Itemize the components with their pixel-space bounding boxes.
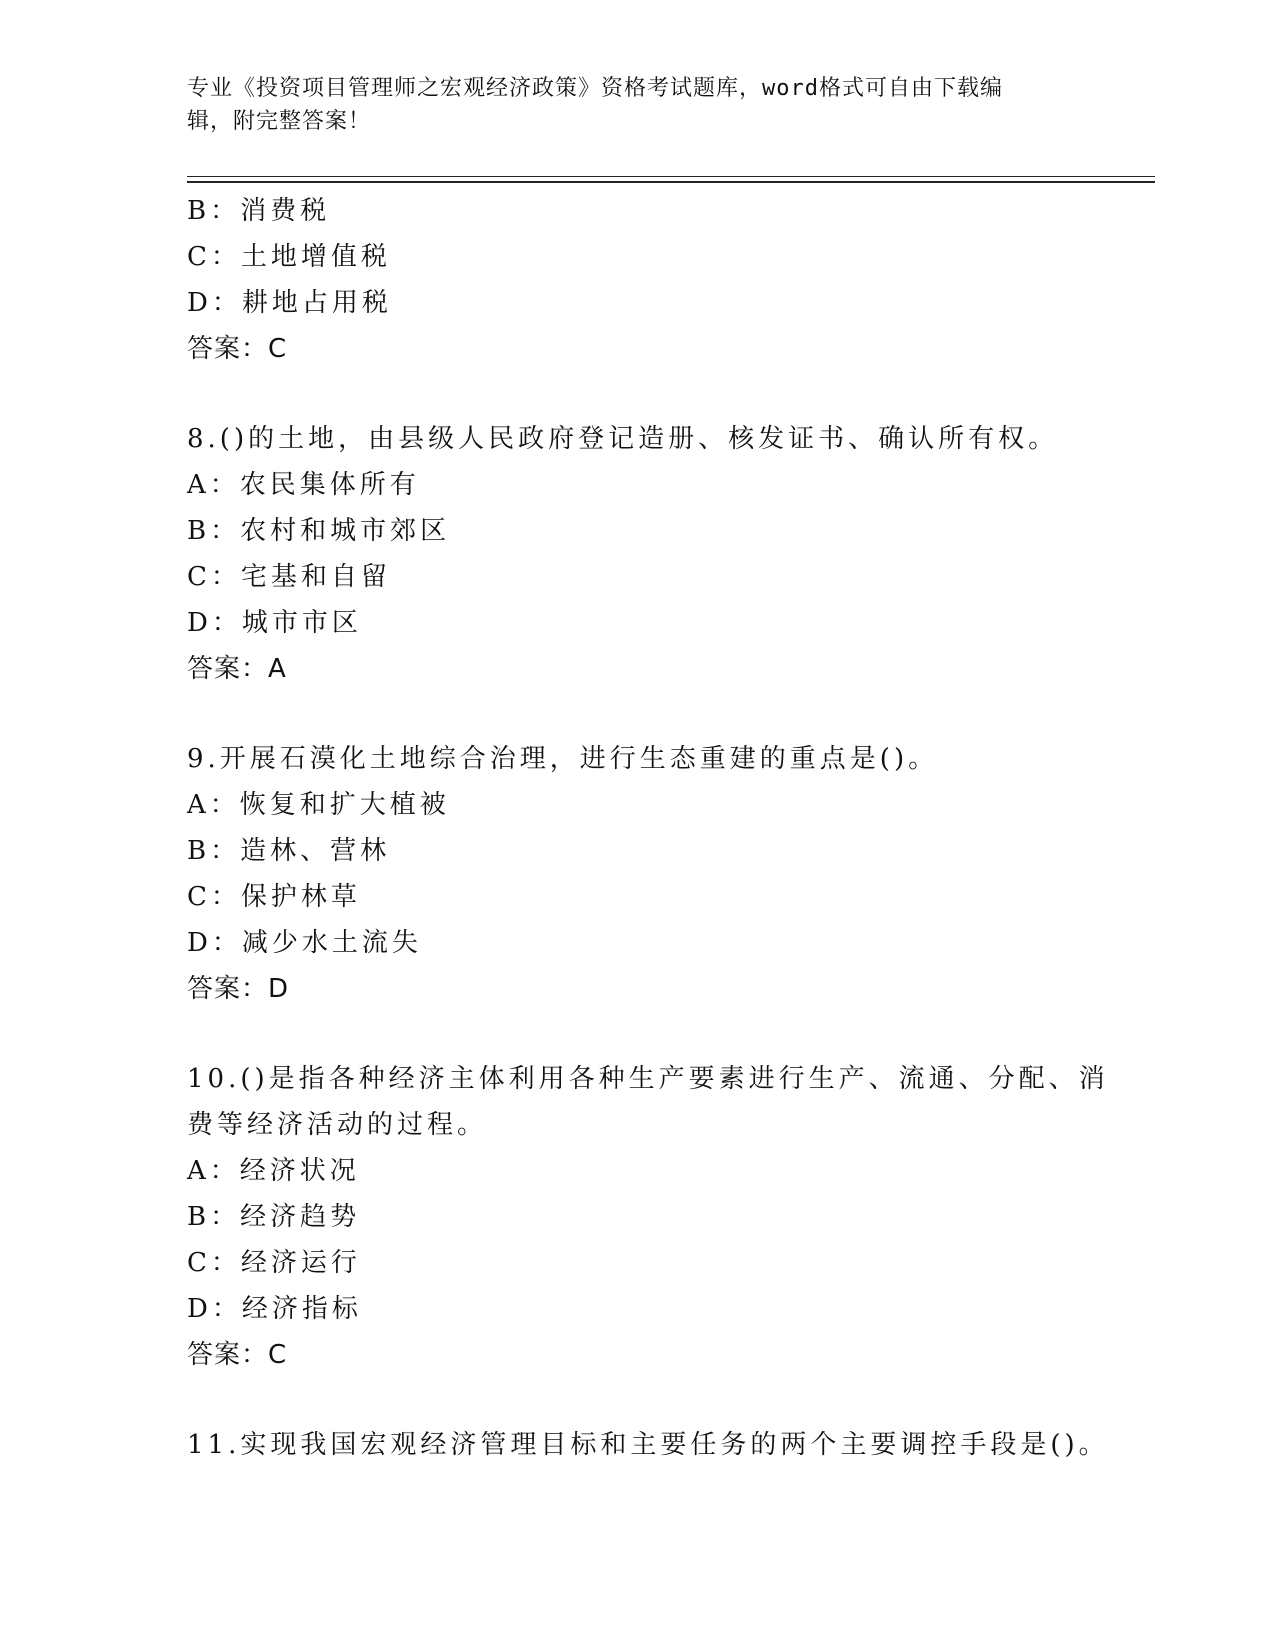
spacer — [187, 1378, 1087, 1422]
q10-question-line-2: 费等经济活动的过程。 — [187, 1110, 488, 1140]
header-line-1: 专业《投资项目管理师之宏观经济政策》资格考试题库，word格式可自由下载编 — [187, 76, 1003, 101]
q7-option-c: C：土地增值税 — [187, 242, 391, 272]
question-8 — [187, 416, 1087, 692]
question-7 — [187, 188, 1087, 372]
q10-option-d: D：经济指标 — [187, 1294, 362, 1324]
document-body — [187, 188, 1109, 1468]
question-10 — [187, 1056, 1109, 1378]
q7-option-b: B：消费税 — [187, 196, 331, 226]
q11-question: 11.实现我国宏观经济管理目标和主要任务的两个主要调控手段是()。 — [187, 1430, 1109, 1460]
spacer — [187, 1012, 1087, 1056]
q8-question: 8.()的土地，由县级人民政府登记造册、核发证书、确认所有权。 — [187, 424, 1059, 454]
page-header — [187, 72, 1087, 138]
q8-answer: 答案：A — [187, 654, 287, 684]
q10-question-line-1: 10.()是指各种经济主体利用各种生产要素进行生产、流通、分配、消 — [187, 1064, 1109, 1094]
q10-option-c: C：经济运行 — [187, 1248, 361, 1278]
header-divider-top — [187, 176, 1155, 177]
header-divider-bottom — [187, 181, 1155, 183]
question-11 — [187, 1422, 1109, 1468]
q9-option-c: C：保护林草 — [187, 882, 361, 912]
q8-option-a: A：农民集体所有 — [187, 470, 420, 500]
q9-option-d: D：减少水土流失 — [187, 928, 422, 958]
q8-option-d: D：城市市区 — [187, 608, 362, 638]
spacer — [187, 692, 1087, 736]
q10-option-b: B：经济趋势 — [187, 1202, 361, 1232]
q10-option-a: A：经济状况 — [187, 1156, 360, 1186]
q9-answer: 答案：D — [187, 974, 290, 1004]
q7-answer: 答案：C — [187, 334, 288, 364]
q8-option-b: B：农村和城市郊区 — [187, 516, 451, 546]
header-line-2: 辑，附完整答案！ — [187, 109, 372, 134]
spacer — [187, 372, 1087, 416]
q7-option-d: D：耕地占用税 — [187, 288, 392, 318]
q9-option-b: B：造林、营林 — [187, 836, 391, 866]
q10-answer: 答案：C — [187, 1340, 288, 1370]
q8-option-c: C：宅基和自留 — [187, 562, 391, 592]
q9-option-a: A：恢复和扩大植被 — [187, 790, 450, 820]
question-9 — [187, 736, 1087, 1012]
q9-question: 9.开展石漠化土地综合治理，进行生态重建的重点是()。 — [187, 744, 939, 774]
